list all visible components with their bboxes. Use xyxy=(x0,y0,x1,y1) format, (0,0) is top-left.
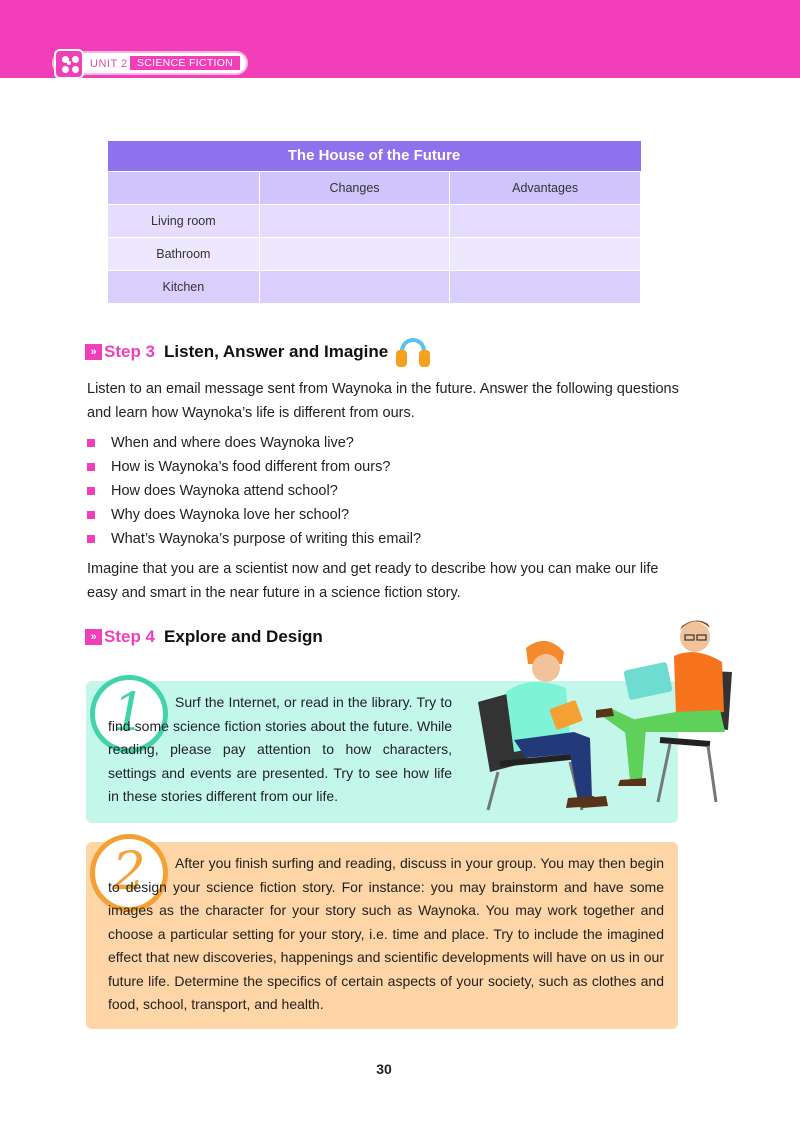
bullet-square-icon xyxy=(87,535,95,543)
unit-number: UNIT 2 xyxy=(90,58,128,70)
question-list xyxy=(87,431,421,551)
table-row xyxy=(108,270,641,303)
row-label: Living room xyxy=(108,204,260,237)
list-item xyxy=(87,527,421,551)
bullet-square-icon xyxy=(87,439,95,447)
task-number-2: 2 xyxy=(90,834,168,912)
headphones-icon[interactable] xyxy=(396,336,430,368)
table-row xyxy=(108,237,641,270)
step4-label: Step 4 xyxy=(104,627,156,646)
step3-label: Step 3 xyxy=(104,342,156,361)
task-box-2 xyxy=(86,842,678,1029)
list-item xyxy=(87,431,421,455)
changes-cell[interactable] xyxy=(259,237,450,270)
advantages-cell[interactable] xyxy=(450,204,641,237)
question-text: Why does Waynoka love her school? xyxy=(111,507,350,523)
table-header-row xyxy=(108,171,641,204)
students-reading-illustration xyxy=(470,612,740,817)
step4-heading xyxy=(85,627,323,647)
task-number-1: 1 xyxy=(90,675,168,753)
list-item xyxy=(87,503,421,527)
question-text: How is Waynoka’s food different from ours? xyxy=(111,459,391,475)
task-text-1: Surf the Internet, or read in the library. Try to find some science fiction stories about the future. While reading, please pay attention to how characters, settings and events are presented. Try to see how life in these stories different from our life. xyxy=(108,694,452,804)
question-text: What’s Waynoka’s purpose of writing this email? xyxy=(111,531,422,547)
unit-name: SCIENCE FICTION xyxy=(130,56,240,70)
step3-title: Listen, Answer and Imagine xyxy=(164,342,389,361)
table-header-cell xyxy=(108,171,260,204)
step4-title: Explore and Design xyxy=(164,627,323,646)
question-text: When and where does Waynoka live? xyxy=(111,435,354,451)
bullet-square-icon xyxy=(87,487,95,495)
table-header-advantages: Advantages xyxy=(450,171,641,204)
unit-logo-icon xyxy=(54,49,84,79)
table-title: The House of the Future xyxy=(108,141,641,171)
task-text-2: After you finish surfing and reading, discuss in your group. You may then begin to design your science fiction story. For instance: you may brainstorm and have some images as the character for your story such as Waynoka. You may work together and choose a particular setting for your story, i.e. time and place. Try to include the imagined effect that new discoveries, happenings and scientific developments will have on us in our future life. Determine the specifics of certain aspects of your society, such as clothes and food, school, transport, and health. xyxy=(108,855,664,1012)
changes-cell[interactable] xyxy=(259,204,450,237)
table-header-changes: Changes xyxy=(259,171,450,204)
house-of-future-table xyxy=(107,141,641,304)
row-label: Bathroom xyxy=(108,237,260,270)
bullet-square-icon xyxy=(87,463,95,471)
step3-imagine: Imagine that you are a scientist now and get ready to describe how you can make our life easy and smart in the near future in a science fiction story. xyxy=(87,561,659,601)
advantages-cell[interactable] xyxy=(450,270,641,303)
changes-cell[interactable] xyxy=(259,270,450,303)
step3-intro: Listen to an email message sent from Waynoka in the future. Answer the following questions and learn how Waynoka’s life is different from ours. xyxy=(87,381,679,421)
double-chevron-icon: » xyxy=(85,629,102,645)
list-item xyxy=(87,479,421,503)
bullet-square-icon xyxy=(87,511,95,519)
advantages-cell[interactable] xyxy=(450,237,641,270)
double-chevron-icon: » xyxy=(85,344,102,360)
row-label: Kitchen xyxy=(108,270,260,303)
table-row xyxy=(108,204,641,237)
page-number: 30 xyxy=(376,1061,392,1077)
list-item xyxy=(87,455,421,479)
step3-heading xyxy=(85,336,430,368)
question-text: How does Waynoka attend school? xyxy=(111,483,338,499)
unit-badge xyxy=(52,51,248,75)
